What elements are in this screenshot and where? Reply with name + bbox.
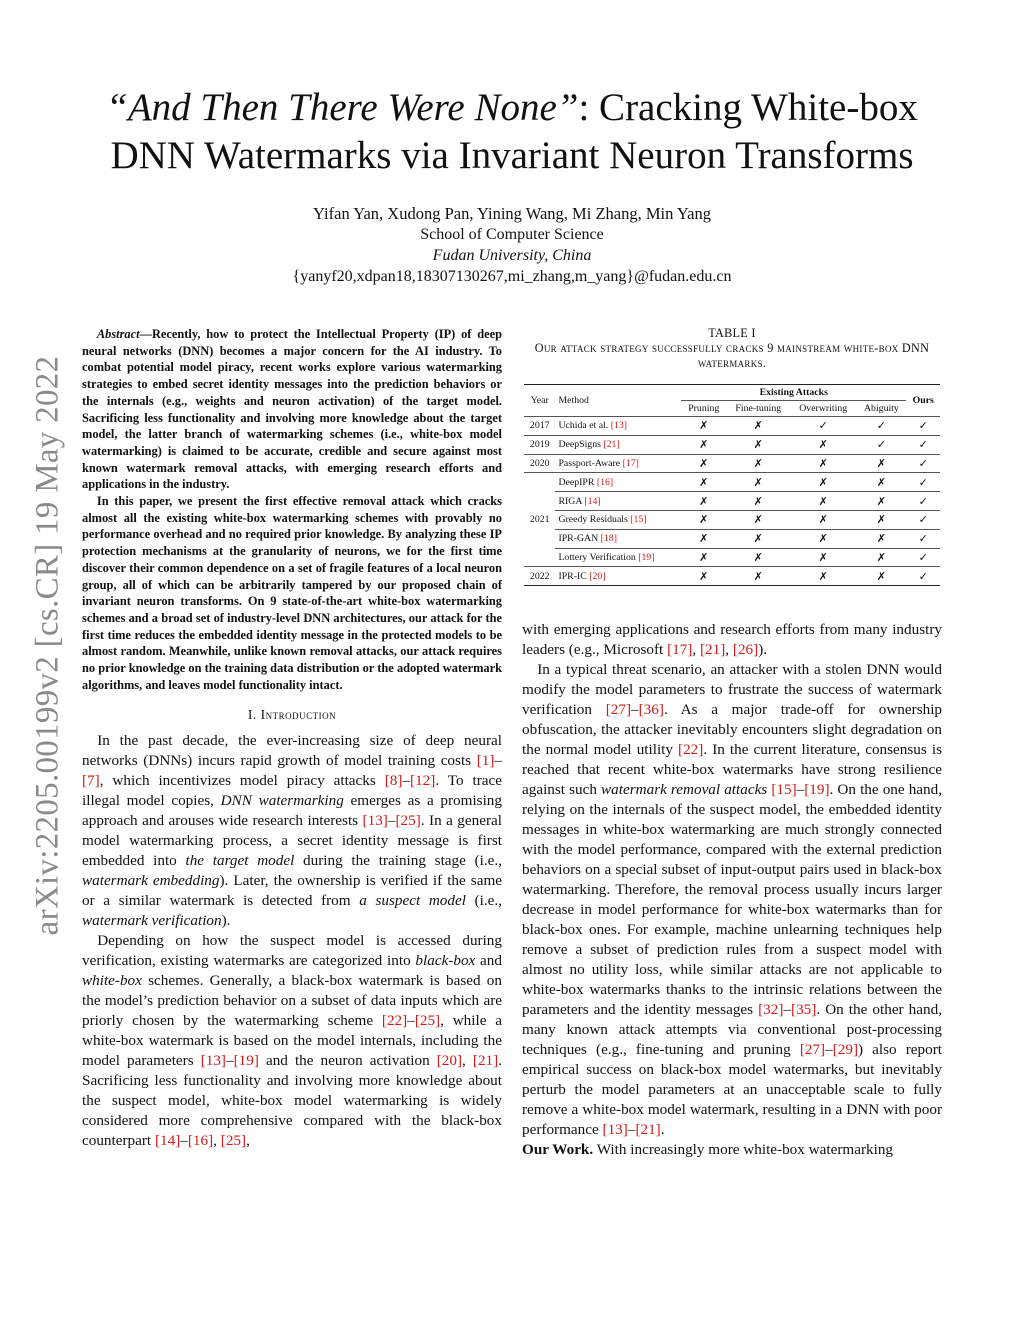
citation-link[interactable]: [13] <box>602 1121 628 1138</box>
method-cell <box>555 510 681 529</box>
citation-link[interactable]: [14] <box>154 1132 181 1150</box>
paragraph-heading: Our Work. <box>522 1141 594 1158</box>
table-row <box>524 417 940 436</box>
citation-link[interactable]: [25] <box>414 1012 441 1030</box>
table-number: TABLE I <box>708 326 756 340</box>
citation-link[interactable]: [13] <box>362 812 388 830</box>
table-caption-text: Our attack strategy successfully cracks 9 mainstream white-box DNN watermarks. <box>534 341 930 370</box>
citation-link[interactable]: [1] <box>476 752 495 770</box>
table-row <box>524 510 940 529</box>
result-mark: ✗ <box>727 473 791 492</box>
text-run: – <box>180 1132 188 1150</box>
title-quote: “And Then There Were None” <box>106 86 579 129</box>
emphasis: the target model <box>185 852 295 870</box>
method-name: Uchida et al. <box>558 420 609 432</box>
abstract-p1 <box>82 326 502 493</box>
result-mark: ✗ <box>790 454 856 473</box>
text-run: . To trace illegal model copies, <box>82 772 502 810</box>
right-paragraph-1 <box>522 660 942 1140</box>
result-mark: ✓ <box>856 417 906 436</box>
result-mark: ✗ <box>856 454 906 473</box>
method-name: Greedy Residuals <box>558 514 628 526</box>
method-name: IPR-GAN <box>558 533 599 545</box>
result-mark: ✗ <box>790 473 856 492</box>
citation-link[interactable]: [14] <box>584 495 601 507</box>
text-run: – <box>407 1012 415 1030</box>
text-run: – <box>783 1001 792 1018</box>
result-mark: ✗ <box>727 454 791 473</box>
text-run: . <box>660 1121 665 1138</box>
citation-link[interactable]: [21] <box>635 1121 661 1138</box>
table-row <box>524 529 940 548</box>
method-cell <box>555 473 681 492</box>
citation-link[interactable]: [20] <box>436 1052 463 1070</box>
method-cell <box>555 529 681 548</box>
result-mark: ✗ <box>681 548 727 567</box>
result-mark: ✗ <box>727 492 791 511</box>
introduction-text <box>82 731 502 1151</box>
method-name: DeepIPR <box>558 476 595 488</box>
attacks-table-grid <box>524 384 940 586</box>
result-mark: ✗ <box>727 548 791 567</box>
emphasis: black-box <box>415 952 476 970</box>
text-run: , which incentivizes model piracy attacks <box>99 772 385 790</box>
text-run: (i.e., <box>465 892 502 910</box>
result-mark: ✗ <box>856 510 906 529</box>
text-run: . In the current literature, consensus is reached that recent white-box watermarks have strong resilience against such <box>522 741 942 798</box>
text-run: , <box>725 641 733 658</box>
text-run: ). Later, the ownership is verified if the same or a similar watermark is detected from <box>82 872 503 910</box>
result-mark: ✗ <box>681 454 727 473</box>
result-mark: ✓ <box>856 435 906 454</box>
citation-link[interactable]: [35] <box>791 1001 817 1018</box>
text-run: with emerging applications and research efforts from many industry leaders (e.g., Microsoft <box>522 621 942 658</box>
citation-link[interactable]: [27] <box>605 701 632 718</box>
text-run: ). <box>758 641 768 658</box>
text-run: – <box>631 701 639 718</box>
result-mark: ✓ <box>906 510 940 529</box>
text-run: With increasingly more white-box watermarking <box>593 1141 894 1158</box>
result-mark: ✗ <box>790 435 856 454</box>
title-line-1-rest: : Cracking White-box <box>578 86 918 129</box>
method-name: RIGA <box>558 495 582 507</box>
result-mark: ✗ <box>727 435 791 454</box>
text-run: – <box>387 812 396 830</box>
result-mark: ✓ <box>906 529 940 548</box>
title-line-2: DNN Watermarks via Invariant Neuron Transforms <box>110 134 914 177</box>
section-heading-introduction: I. Introduction <box>247 707 337 723</box>
text-run: , <box>246 1132 250 1150</box>
result-mark: ✗ <box>727 567 791 586</box>
year-cell: 2022 <box>524 567 555 586</box>
citation-link[interactable]: [16] <box>187 1132 214 1150</box>
left-column <box>82 326 502 1151</box>
text-run: . Sacrificing less functionality and involving more knowledge about the suspect model, white-box model watermarking is widely considered more comprehensive compared with the black-box counterpart <box>82 1052 502 1150</box>
intro-paragraph-2 <box>82 931 502 1151</box>
emphasis: watermark removal attacks <box>601 781 768 798</box>
result-mark: ✗ <box>856 548 906 567</box>
header-ours: Ours <box>906 385 940 417</box>
header-year: Year <box>524 385 555 417</box>
citation-link[interactable]: [13] <box>610 420 628 432</box>
citation-link[interactable]: [12] <box>410 772 436 790</box>
method-cell <box>555 417 681 436</box>
text-run: and the neuron activation <box>258 1052 437 1070</box>
author-dept: School of Computer Science <box>420 226 604 243</box>
table-row <box>524 435 940 454</box>
emphasis: a suspect model <box>359 892 466 910</box>
citation-link[interactable]: [18] <box>600 533 617 545</box>
right-paragraph-2 <box>522 1140 942 1160</box>
citation-link[interactable]: [15] <box>630 514 647 526</box>
method-cell <box>555 435 681 454</box>
citation-link[interactable]: [7] <box>82 772 100 790</box>
citation-link[interactable]: [29] <box>832 1041 859 1058</box>
emphasis: DNN watermarking <box>220 792 344 810</box>
citation-link[interactable]: [21] <box>603 439 620 451</box>
emphasis: watermark embedding <box>82 872 220 890</box>
title-line-1 <box>60 84 964 132</box>
table-caption <box>522 326 942 371</box>
text-run: – <box>494 752 502 770</box>
header-fine-tuning: Fine-tuning <box>735 403 782 414</box>
text-run: , <box>213 1132 221 1150</box>
abstract-p2: In this paper, we present the first effective removal attack which cracks almost all the existing white-box watermarking schemes with provably no performance overhead and no required prior knowledge. By analyzing these IP protection mechanisms at the granularity of neurons, we for the first time discover their common dependence on a set of fragile features of a local neuron group, all of which can be arbitrarily tampered by our proposed chain of invariant neuron transforms. On 9 state-of-the-art white-box watermarking schemes and a broad set of industry-level DNN architectures, our attack for the first time reduces the embedded identity message in the protected models to be almost random. Meanwhile, unlike known removal attacks, our attack requires no prior knowledge on the training data distribution or the adopted watermark algorithms, and leaves model functionality intact. <box>82 494 502 692</box>
result-mark: ✓ <box>906 567 940 586</box>
method-cell <box>555 548 681 567</box>
result-mark: ✗ <box>681 417 727 436</box>
header-method: Method <box>555 385 681 417</box>
citation-link[interactable]: [17] <box>622 457 639 469</box>
text-run: – <box>226 1052 234 1070</box>
citation-link[interactable]: [36] <box>638 701 664 718</box>
text-run: ) also report empirical success on black-box model watermarks, but inevitably perturb the model parameters at an unacceptable scale to fully remove a white-box model watermark, resulting in a DNN with poor performance <box>522 1041 942 1138</box>
text-run: . As a major trade-off for ownership obfuscation, the attacker inevitably encounters slight degradation on the normal model utility <box>522 701 943 758</box>
citation-link[interactable]: [32] <box>758 1001 784 1018</box>
result-mark: ✗ <box>790 548 856 567</box>
citation-link[interactable]: [20] <box>589 570 606 582</box>
text-run: . On the other hand, many known attack attempts via conventional post-processing techniques (e.g., fine-tuning and pruning <box>522 1001 942 1058</box>
author-university: Fudan University, China <box>432 247 592 264</box>
emphasis: white-box <box>82 972 142 990</box>
result-mark: ✗ <box>681 473 727 492</box>
text-run: Depending on how the suspect model is accessed during verification, existing watermarks are categorized into <box>82 932 502 970</box>
method-name: IPR-IC <box>558 570 587 582</box>
result-mark: ✗ <box>727 510 791 529</box>
text-run: emerges as a promising approach and arouses wide research interests <box>82 792 502 830</box>
text-run: ). <box>221 912 231 930</box>
year-cell: 2020 <box>524 454 555 473</box>
attacks-table <box>524 384 940 586</box>
method-cell <box>555 454 681 473</box>
result-mark: ✓ <box>906 435 940 454</box>
text-run: . In a general model watermarking process, a secret identity message is first embedded into <box>82 812 502 870</box>
text-run: , while a white-box watermark is based on the model internals, including the model parameters <box>82 1012 502 1070</box>
result-mark: ✗ <box>681 492 727 511</box>
result-mark: ✗ <box>681 567 727 586</box>
right-column <box>522 620 942 1160</box>
text-run: – <box>796 781 805 798</box>
paper-title <box>60 84 964 180</box>
result-mark: ✓ <box>906 473 940 492</box>
abstract-p1-text: —Recently, how to protect the Intellectual Property (IP) of deep neural networks (DNN) becomes a major concern for the AI industry. To combat potential model piracy, recent works explore various watermarking strategies to embed secret identity messages into the prediction behaviors or the internals (e.g., weights and neuron activation) of the target model. Sacrificing less functionality and involving more knowledge about the target model, the latter branch of watermarking schemes (i.e., white-box model watermarking) is claimed to be accurate, credible and secure against most known watermark removal attacks, with emerging research efforts and applications in the industry. <box>82 327 502 492</box>
citation-link[interactable]: [25] <box>220 1132 247 1150</box>
citation-link[interactable]: [13] <box>200 1052 226 1070</box>
text-run: – <box>627 1121 636 1138</box>
citation-link[interactable]: [19] <box>638 551 655 563</box>
citation-link[interactable]: [22] <box>381 1012 408 1030</box>
citation-link[interactable]: [21] <box>472 1052 499 1070</box>
text-run: , <box>692 641 700 658</box>
result-mark: ✗ <box>727 529 791 548</box>
citation-link[interactable]: [27] <box>799 1041 826 1058</box>
citation-link[interactable]: [19] <box>804 781 830 798</box>
citation-link[interactable]: [26] <box>732 641 759 658</box>
table-row <box>524 473 940 492</box>
result-mark: ✗ <box>681 510 727 529</box>
result-mark: ✗ <box>790 492 856 511</box>
citation-link[interactable]: [19] <box>233 1052 259 1070</box>
author-block <box>60 203 964 287</box>
result-mark: ✓ <box>906 492 940 511</box>
result-mark: ✗ <box>856 492 906 511</box>
result-mark: ✗ <box>681 529 727 548</box>
abstract <box>82 326 502 693</box>
text-run: – <box>825 1041 833 1058</box>
result-mark: ✗ <box>856 473 906 492</box>
result-mark: ✓ <box>790 417 856 436</box>
author-emails: {yanyf20,xdpan18,18307130267,mi_zhang,m_yang}@fudan.edu.cn <box>292 268 732 285</box>
method-name: Passport-Aware <box>558 457 621 469</box>
text-run: . On the one hand, relying on the internals of the suspect model, the embedded identity messages in white-box watermarking are much strongly connected with the model performance, compared with the external prediction behaviors on a special subset of input-output pairs used in black-box watermarking. Therefore, the removal process usually incurs larger decrease in model performance for white-box watermarks than for black-box ones. For example, machine unlearning techniques help remove a subset of prediction rules from a suspect model with almost no utility loss, while similar attacks are not applicable to white-box watermarks thanks to the intrinsic relations between the parameters and the identity messages <box>522 781 943 1018</box>
text-run: , <box>462 1052 473 1070</box>
table-row <box>524 454 940 473</box>
author-names: Yifan Yan, Xudong Pan, Yining Wang, Mi Zhang, Min Yang <box>313 204 711 223</box>
result-mark: ✗ <box>681 435 727 454</box>
result-mark: ✓ <box>906 417 940 436</box>
result-mark: ✓ <box>906 548 940 567</box>
abstract-label: Abstract <box>96 327 140 341</box>
method-cell <box>555 567 681 586</box>
table-row <box>524 548 940 567</box>
text-run: – <box>402 772 411 790</box>
result-mark: ✗ <box>727 417 791 436</box>
header-existing-attacks: Existing Attacks <box>681 385 907 401</box>
arxiv-side-stamp <box>26 340 70 950</box>
citation-link[interactable]: [21] <box>699 641 726 658</box>
right-paragraph-0 <box>522 620 942 660</box>
method-name: DeepSigns <box>558 439 601 451</box>
result-mark: ✗ <box>856 567 906 586</box>
result-mark: ✗ <box>790 510 856 529</box>
text-run: and <box>475 952 502 970</box>
header-pruning: Pruning <box>688 403 720 414</box>
arxiv-stamp-text: arXiv:2205.00199v2 [cs.CR] 19 May 2022 <box>29 355 66 935</box>
citation-link[interactable]: [8] <box>384 772 403 790</box>
citation-link[interactable]: [15] <box>771 781 797 798</box>
citation-link[interactable]: [16] <box>596 476 614 488</box>
result-mark: ✗ <box>790 567 856 586</box>
result-mark: ✗ <box>856 529 906 548</box>
text-run: schemes. Generally, a black-box watermark is based on the model’s prediction behavior on a subset of data inputs which are priorly chosen by the watermarking scheme <box>82 972 502 1030</box>
table-row <box>524 567 940 586</box>
text-run: In a typical threat scenario, an attacker with a stolen DNN would modify the model parameters to frustrate the success of watermark verification <box>522 661 942 718</box>
method-name: Lottery Verification <box>558 551 636 563</box>
header-abiguity: Abiguity <box>863 403 899 414</box>
year-cell: 2021 <box>524 473 555 567</box>
result-mark: ✓ <box>906 454 940 473</box>
intro-paragraph-1 <box>82 731 502 931</box>
year-cell: 2017 <box>524 417 555 436</box>
text-run: during the training stage (i.e., <box>294 852 502 870</box>
citation-link[interactable]: [22] <box>678 741 704 758</box>
emphasis: watermark verification <box>82 912 222 930</box>
result-mark: ✗ <box>790 529 856 548</box>
text-run: In the past decade, the ever-increasing size of deep neural networks (DNNs) incurs rapid growth of model training costs <box>82 732 502 770</box>
citation-link[interactable]: [17] <box>667 641 693 658</box>
year-cell: 2019 <box>524 435 555 454</box>
header-overwriting: Overwriting <box>799 403 848 414</box>
method-cell <box>555 492 681 511</box>
table-row <box>524 492 940 511</box>
citation-link[interactable]: [25] <box>395 812 421 830</box>
